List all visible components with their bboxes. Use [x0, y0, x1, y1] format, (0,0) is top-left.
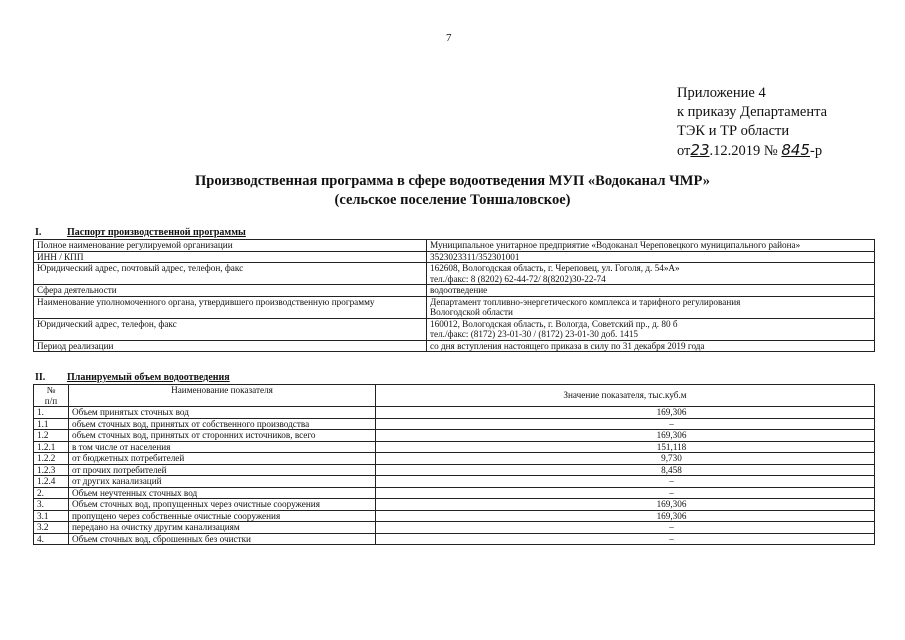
header-num-line2: п/п	[44, 395, 58, 406]
volume-row	[34, 430, 875, 442]
passport-value-line: водоотведение	[430, 285, 488, 295]
passport-label: Полное наименование регулируемой организации	[34, 240, 427, 252]
appendix-day-handwritten: 23	[690, 141, 710, 159]
volume-value: –	[376, 487, 875, 499]
header-name: Наименование показателя	[69, 385, 376, 407]
passport-value-line: со дня вступления настоящего приказа в силу по 31 декабря 2019 года	[430, 340, 705, 351]
appendix-line4	[677, 141, 827, 161]
header-value: Значение показателя, тыс.куб.м	[376, 385, 875, 407]
volume-name: Объем неучтенных сточных вод	[69, 487, 376, 499]
passport-table	[33, 239, 875, 352]
passport-value-line: 162608, Вологодская область, г. Череповец, ул. Гоголя, д. 54»А»	[430, 263, 680, 273]
page-number: 7	[446, 32, 452, 44]
volume-row	[34, 453, 875, 465]
section2-title: Планируемый объем водоотведения	[67, 372, 230, 383]
volume-table	[33, 384, 875, 545]
passport-value	[427, 251, 875, 263]
volume-name: Объем сточных вод, пропущенных через очистные сооружения	[69, 499, 376, 511]
passport-label: Юридический адрес, телефон, факс	[34, 318, 427, 340]
section2-number: II.	[35, 372, 46, 383]
volume-row	[34, 441, 875, 453]
appendix-line1: Приложение 4	[677, 85, 766, 101]
appendix-block	[677, 84, 827, 161]
passport-value	[427, 296, 875, 318]
volume-value: –	[376, 476, 875, 488]
volume-name: от других канализаций	[69, 476, 376, 488]
volume-row	[34, 407, 875, 419]
volume-value: –	[376, 533, 875, 545]
volume-name: пропущено через собственные очистные сооружения	[69, 510, 376, 522]
volume-num: 4.	[34, 533, 69, 545]
appendix-date-prefix: от	[677, 143, 691, 159]
passport-row	[34, 285, 875, 297]
volume-name: объем сточных вод, принятых от собственного производства	[69, 418, 376, 430]
section1-title: Паспорт производственной программы	[67, 227, 246, 238]
volume-row	[34, 533, 875, 545]
volume-row	[34, 418, 875, 430]
volume-row	[34, 476, 875, 488]
volume-value: –	[376, 522, 875, 534]
volume-value: 169,306	[376, 499, 875, 511]
appendix-line3: ТЭК и ТР области	[677, 123, 790, 139]
volume-num: 1.2.4	[34, 476, 69, 488]
volume-value: –	[376, 418, 875, 430]
passport-value-line: тел./факс: (8172) 23-01-30 / (8172) 23-01-30 доб. 1415	[430, 329, 639, 339]
volume-row	[34, 499, 875, 511]
volume-name: объем сточных вод, принятых от сторонних источников, всего	[69, 430, 376, 442]
volume-num: 3.	[34, 499, 69, 511]
volume-num: 1.2.1	[34, 441, 69, 453]
passport-value-line: Муниципальное унитарное предприятие «Водоканал Череповецкого муниципального района»	[430, 240, 801, 250]
passport-label: Наименование уполномоченного органа, утвердившего производственную программу	[34, 296, 427, 318]
passport-value-line: Вологодской области	[430, 307, 513, 317]
passport-value-line: 160012, Вологодская область, г. Вологда, Советский пр., д. 80 б	[430, 318, 678, 329]
passport-value-line: тел./факс: 8 (8202) 62-44-72/ 8(8202)30-22-74	[430, 273, 606, 284]
passport-value	[427, 340, 875, 352]
volume-name: Объем принятых сточных вод	[69, 407, 376, 419]
passport-value	[427, 240, 875, 252]
volume-value: 169,306	[376, 510, 875, 522]
section2-heading	[35, 372, 230, 383]
volume-name: Объем сточных вод, сброшенных без очистки	[69, 533, 376, 545]
passport-row	[34, 296, 875, 318]
volume-row	[34, 487, 875, 499]
title-line1: Производственная программа в сфере водоотведения МУП «Водоканал ЧМР»	[195, 173, 710, 189]
passport-row	[34, 318, 875, 340]
passport-row	[34, 263, 875, 285]
passport-row	[34, 251, 875, 263]
volume-num: 1.2	[34, 430, 69, 442]
section1-number: I.	[35, 227, 42, 238]
appendix-date-mid: .12.2019 №	[709, 143, 778, 159]
volume-num: 1.2.2	[34, 453, 69, 465]
volume-num: 1.	[34, 407, 69, 419]
volume-num: 2.	[34, 487, 69, 499]
appendix-line2: к приказу Департамента	[677, 104, 828, 120]
appendix-date-suffix: -р	[809, 143, 823, 159]
header-num-line1: №	[46, 385, 56, 395]
passport-value	[427, 285, 875, 297]
volume-num: 1.1	[34, 418, 69, 430]
passport-label: Сфера деятельности	[34, 285, 427, 297]
passport-value	[427, 263, 875, 285]
volume-num: 3.2	[34, 522, 69, 534]
volume-header-row	[34, 385, 875, 407]
appendix-order-number-handwritten: 845	[781, 141, 810, 159]
title-line2: (сельское поселение Тоншаловское)	[334, 192, 571, 208]
volume-name: от прочих потребителей	[69, 464, 376, 476]
volume-num: 1.2.3	[34, 464, 69, 476]
volume-name: от бюджетных потребителей	[69, 453, 376, 465]
passport-value-line: Департамент топливно-энергетического комплекса и тарифного регулирования	[430, 296, 741, 307]
section1-heading	[35, 227, 246, 238]
volume-value: 169,306	[376, 430, 875, 442]
volume-num: 3.1	[34, 510, 69, 522]
passport-label: Период реализации	[34, 340, 427, 352]
passport-label: ИНН / КПП	[34, 251, 427, 263]
volume-row	[34, 522, 875, 534]
volume-row	[34, 510, 875, 522]
passport-value-line: 3523023311/352301001	[430, 251, 520, 262]
volume-row	[34, 464, 875, 476]
volume-name: передано на очистку другим канализациям	[69, 522, 376, 534]
passport-row	[34, 240, 875, 252]
volume-name: в том числе от населения	[69, 441, 376, 453]
volume-value: 169,306	[376, 407, 875, 419]
passport-label: Юридический адрес, почтовый адрес, телефон, факс	[34, 263, 427, 285]
document-title	[0, 172, 905, 210]
volume-value: 151,118	[376, 441, 875, 453]
header-num	[34, 385, 69, 407]
passport-value	[427, 318, 875, 340]
volume-value: 9,730	[376, 453, 875, 465]
passport-row	[34, 340, 875, 352]
volume-value: 8,458	[376, 464, 875, 476]
